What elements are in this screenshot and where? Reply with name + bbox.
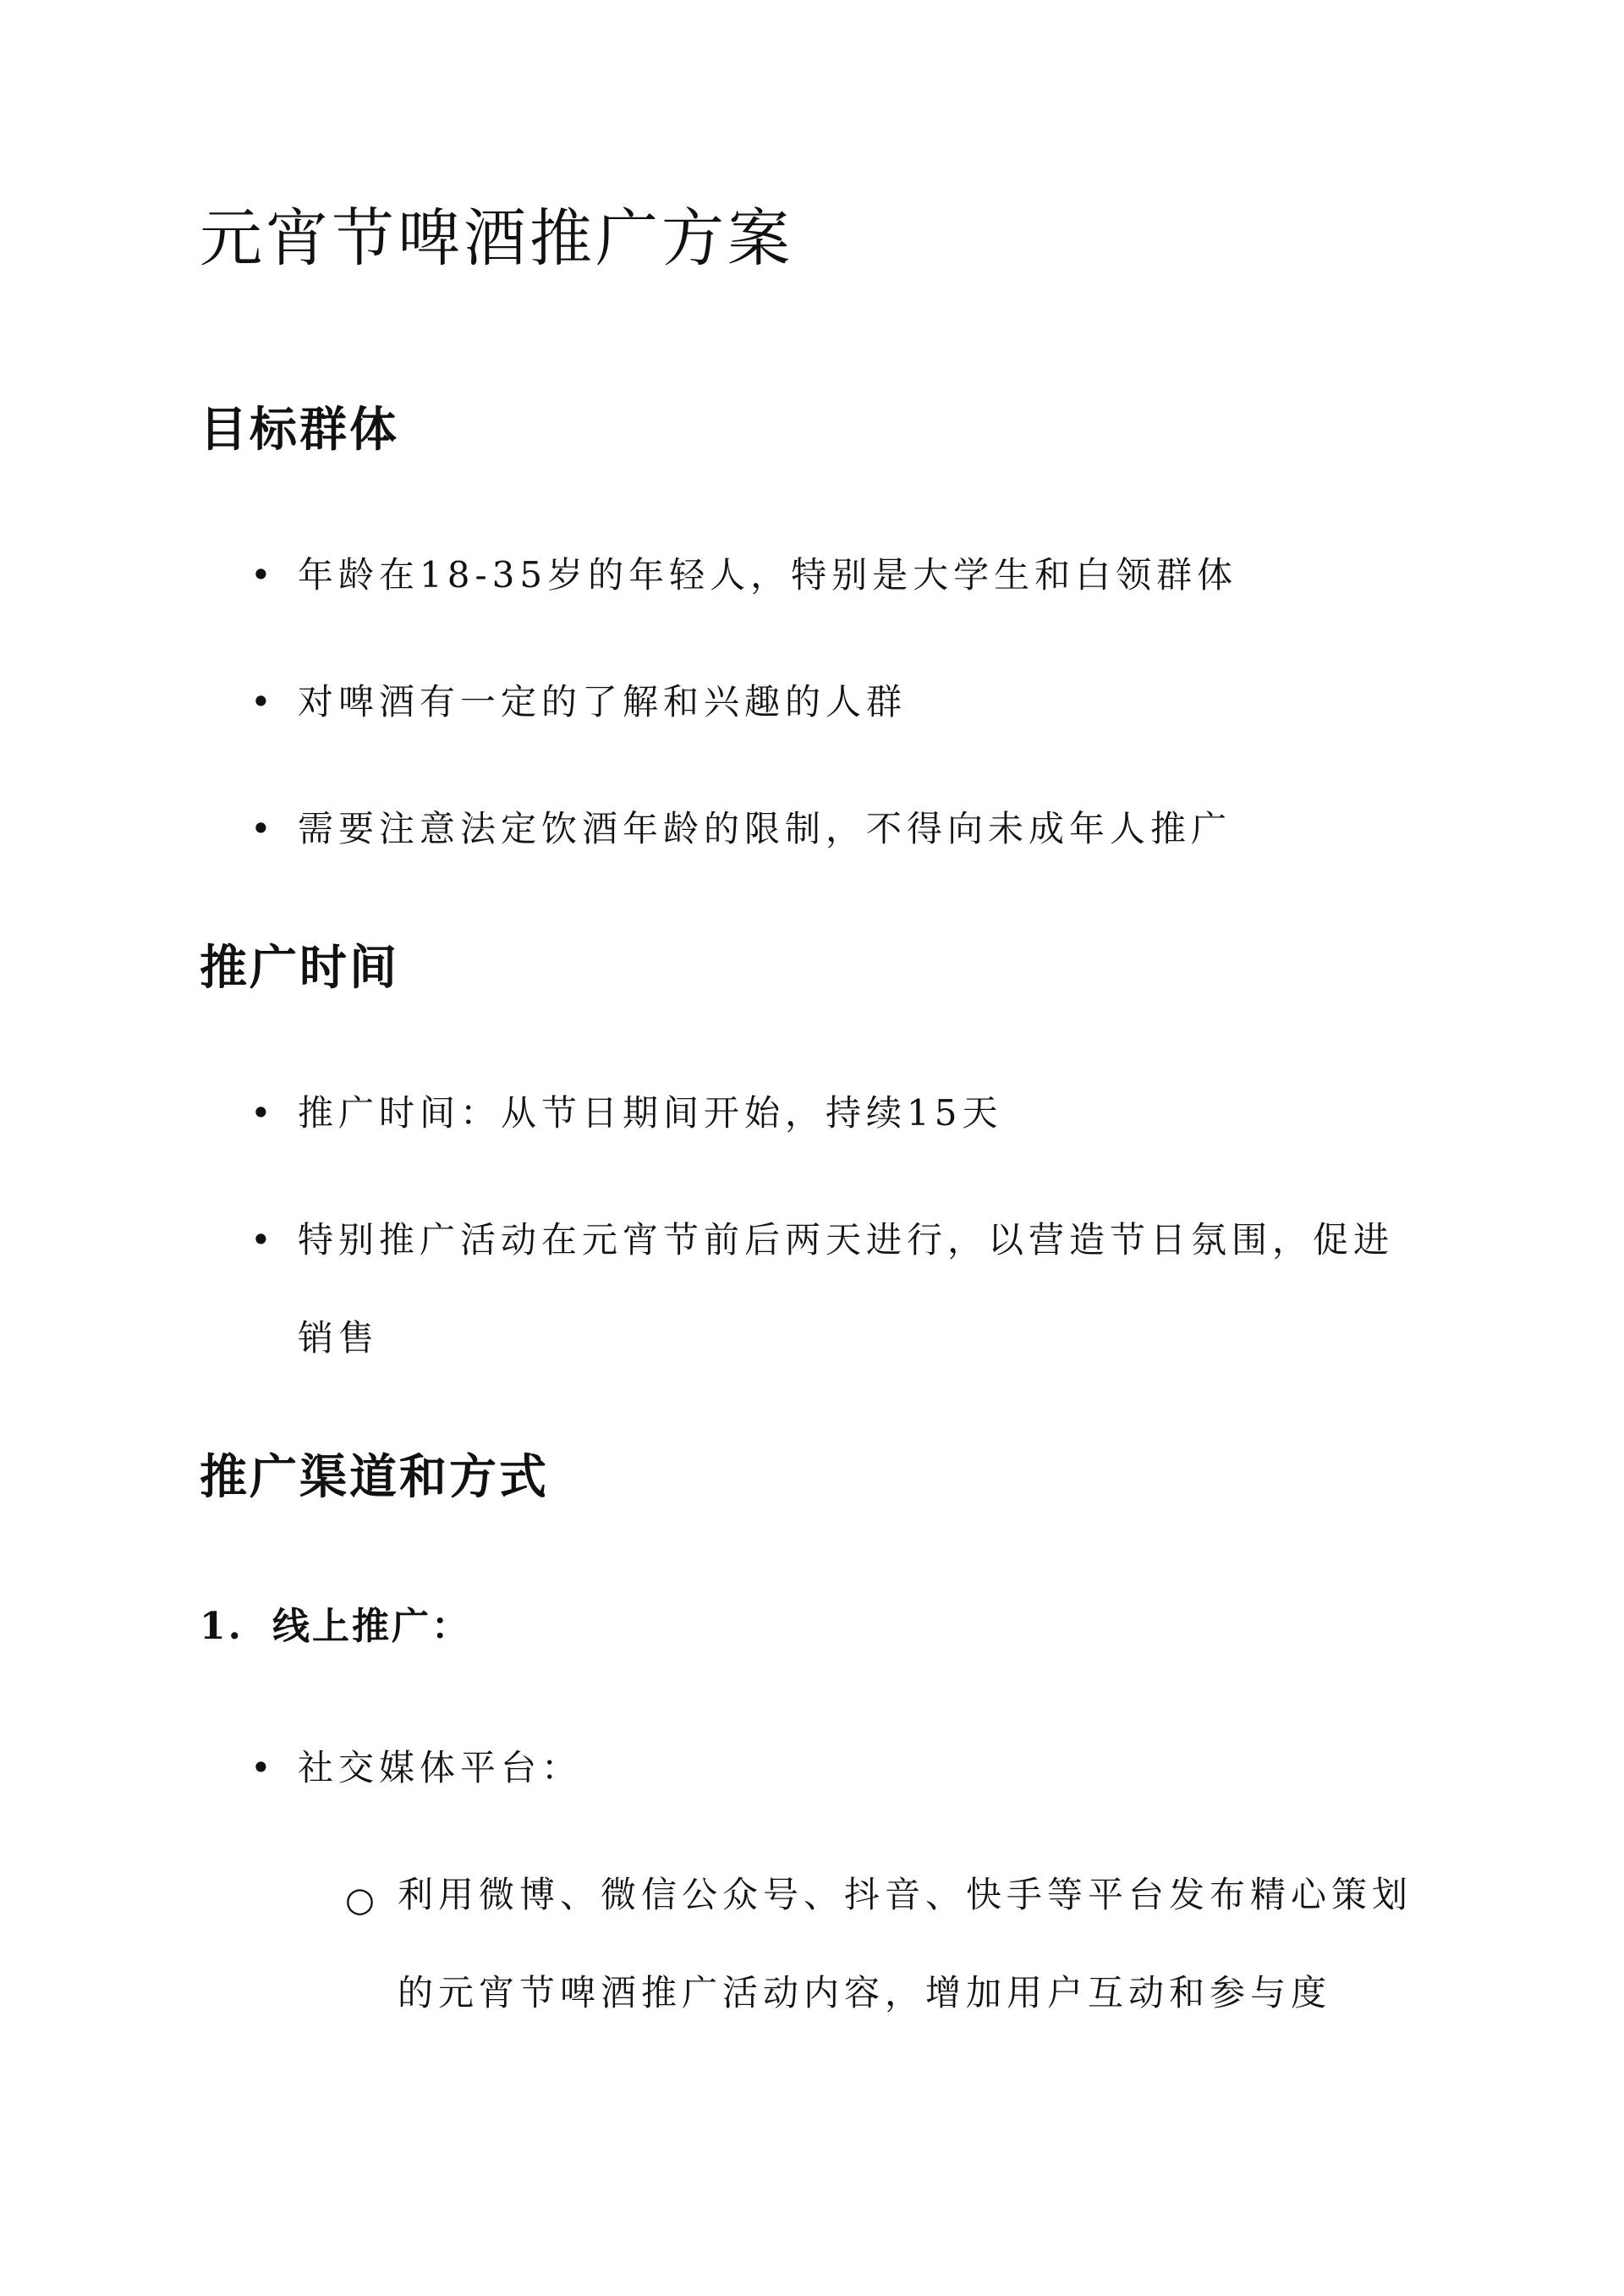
list-item-text: 年龄在18-35岁的年轻人，特别是大学生和白领群体 [298, 554, 1238, 596]
bullet-icon: • [250, 1747, 277, 1788]
sub-list-item [345, 1846, 1429, 2042]
subsection-heading-online [200, 1597, 471, 1656]
bullet-icon: • [250, 808, 277, 849]
bullet-icon: • [250, 681, 277, 722]
section-heading-target-audience: 目标群体 [200, 402, 399, 458]
bullet-icon: • [250, 554, 277, 596]
list-item [250, 780, 1414, 878]
list-item [250, 1064, 1414, 1162]
list-item [250, 1191, 1414, 1387]
list-item [250, 1719, 1414, 1817]
list-item-text: 特别推广活动在元宵节前后两天进行，以营造节日氛围，促进销售 [298, 1219, 1395, 1359]
subsection-number: 1. [200, 1605, 244, 1648]
section-heading-promo-time: 推广时间 [200, 940, 399, 996]
list-item-text: 社交媒体平台： [298, 1747, 583, 1788]
list-item [250, 653, 1414, 751]
section-heading-channels: 推广渠道和方式 [200, 1449, 549, 1505]
circle-bullet-icon: ○ [345, 1881, 380, 1920]
list-item [250, 526, 1414, 624]
list-item-text: 对啤酒有一定的了解和兴趣的人群 [298, 681, 908, 722]
list-item-text: 推广时间：从节日期间开始，持续15天 [298, 1092, 1003, 1134]
list-item-text: 需要注意法定饮酒年龄的限制，不得向未成年人推广 [298, 808, 1232, 849]
bullet-icon: • [250, 1092, 277, 1134]
sub-list-item-text: 利用微博、微信公众号、抖音、快手等平台发布精心策划的元宵节啤酒推广活动内容，增加用户互动和参与度 [398, 1874, 1413, 2013]
document-title: 元宵节啤酒推广方案 [200, 202, 793, 275]
bullet-icon: • [250, 1219, 277, 1261]
subsection-label: 线上推广： [272, 1605, 471, 1648]
